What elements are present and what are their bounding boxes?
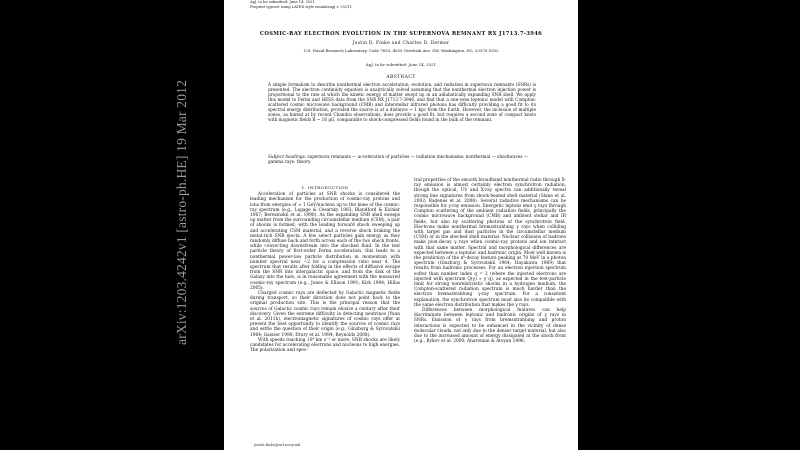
left-column bbox=[250, 185, 400, 354]
right-column bbox=[414, 178, 566, 345]
header-line-1: ApJ, to be submitted: June 14, 2021 bbox=[250, 0, 315, 4]
paper-title: COSMIC-RAY ELECTRON EVOLUTION IN THE SUPERNOVA REMNANT RX J1713.7-3946 bbox=[259, 31, 543, 37]
section-title: 1. INTRODUCTION bbox=[301, 185, 349, 190]
paragraph: With speeds reaching 10⁴ km s⁻¹ or more, SNR shocks are likely candidates for accelerating electrons and nucleons to high energies. The polarization and spec- bbox=[250, 337, 400, 354]
arxiv-identifier: arXiv:1203.4242v1 [astro-ph.HE] 19 Mar 2012 bbox=[174, 79, 189, 345]
paper-authors: Justin D. Finke and Charles D. Dermer bbox=[352, 41, 450, 46]
paper-page bbox=[224, 0, 578, 450]
subject-headings-text: supernova remnants — acceleration of particles — radiation mechanisms: nonthermal — shockwaves — gamma rays: theory bbox=[268, 154, 529, 165]
footnote-email: justin.finke@nrl.navy.mil bbox=[254, 443, 301, 447]
paper-affiliation: U.S. Naval Research Laboratory, Code 7653, 4555 Overlook Ave. SW, Washington, DC, 20375-5352 bbox=[303, 48, 499, 53]
submission-note: ApJ, to be submitted: June 14, 2021 bbox=[365, 62, 437, 67]
paragraph: Differences between morphological features can help discriminate between leptonic and hadronic origins of γ rays in SNRs. Emission of γ rays from bremsstrahlung and proton interactions is expected to be enhanced in the vicinity of dense molecular clouds, not only due to the denser target material, but also due to the increased amount of energy dissipated at the shock front (e.g., Bykov et al. 2000; Aharonian & Atoyan 1996; bbox=[414, 308, 566, 345]
subject-headings-label: Subject headings: bbox=[268, 154, 307, 159]
abstract-text: A simple formalism to describe nonthermal electron acceleration, evolution, and radiation in supernova remnants (SNRs) is presented. The electron continuity equation is analytically solved assuming that the nonthermal electron injection power is proportional to the rate at which the kinetic energy of matter swept up in an adiabatically expanding SNR shell. We apply this model to Fermi and HESS data from the SNR RX J1713.7-3946, and find that a one-zone leptonic model with Compton-scattered cosmic microwave background (CMB) and interstellar infrared photons has difficulty providing a good fit to its spectral energy distribution, provided the source is at a distance ~ 1 kpc from the Earth. However, the inclusion of multiple zones, as hinted at by recent Chandra observations, does provide a good fit, but requires a second zone of compact knots with magnetic fields B ~ 16 μG, comparable to shock-compressed fields found in the bulk of the remnant. bbox=[268, 82, 536, 123]
paragraph: tral properties of the smooth broadband nonthermal radio through X-ray emission is almost certainly electron synchrotron radiation, though the optical, UV and X-ray spectra can additionally reveal strong line signatures from shock-heated shell material (Slane et al. 2002; Badenes et al. 2006). Several radiative mechanisms can be responsible for γ-ray emission. Energetic leptons emit γ rays through Compton scattering of the ambient radiation fields, principally the cosmic microwave background (CMB) and ambient stellar and IR fields, but also by scattering photons of the synchrotron field. Electrons make nonthermal bremsstrahlung γ rays when colliding with target gas and dust particles in the circumstellar medium (CSM) or in the shocked shell material. Nuclear collisions of hadrons make pion-decay γ rays when cosmic-ray protons and ion interact with that same matter. Spectral and morphological differences are expected between a leptonic and hadronic origin. Most well known is the prediction of the π⁰-decay feature peaking at 70 MeV in a photon spectrum (Ginzburg & Syrovatskii 1964; Hayakawa 1969) that results from hadronic processes. For an electron injection spectrum softer than number index q = 2 (where the injected electrons are injected with spectrum Q(γ) ∝ γ⁻q), as expected in the test-particle limit for strong nonrelativistic shocks in a hydrogen medium, the Compton-scattered radiation spectrum is much harder than the electron bremsstrahlung γ-ray spectrum. For a consistent explanation, the synchrotron spectrum must also be compatible with the same electron distribution that makes the γ rays. bbox=[414, 178, 566, 308]
journal-header bbox=[250, 0, 352, 9]
abstract-heading: ABSTRACT bbox=[386, 75, 416, 80]
header-line-2: Preprint typeset using LATEX style emulateapj v. 5/2/11 bbox=[250, 4, 352, 9]
paragraph: Charged cosmic rays are deflected by Galactic magnetic fields during transport, so their direction does not point back to the original production site. This is the principal reason that the sources of Galactic cosmic rays remain elusive a century after their discovery. Given the extreme difficulty in detecting neutrinos (Yuan et al. 2011b), electromagnetic signatures of cosmic rays offer at present the best opportunity to identify the sources of cosmic rays and settle the question of their origin (e.g., Ginzburg & Syrovatskii 1964; Gaisser 1990; Drury et al. 1994; Reynolds 2008). bbox=[250, 291, 400, 338]
subject-headings bbox=[268, 154, 536, 164]
paragraph: Acceleration of particles at SNR shocks is considered the leading mechanism for the production of cosmic-ray protons and ions from energies of ≈ 1 GeV/nucleon up to the knee of the cosmic-ray spectrum (e.g., Lagage & Cesarsky 1983; Blandford & Eichler 1987; Berezinskii et al. 1990). As the expanding SNR shell sweeps up matter from the surrounding circumstellar medium (CSM), a pair of shocks is formed, with the leading forward shock sweeping up and accelerating CSM material, and a reverse shock braking the metal-rich SNR ejecta. A few select particles gain energy as they randomly diffuse back and forth across each of the two shock fronts, while convecting downstream into the shocked fluid. In the test particle theory of first-order Fermi acceleration, this leads to a nonthermal power-law particle distribution in momentum with number spectral near −2 for a compression ratio near 4. The spectrum that results after folding in the effects of diffusive escape from the SNR into intergalactic space, and from the disk of the Galaxy into the halo, is in reasonable agreement with the measured cosmic-ray spectrum (e.g., Jones & Ellison 1991; Kirk 1994; Hillas 2005). bbox=[250, 192, 400, 291]
